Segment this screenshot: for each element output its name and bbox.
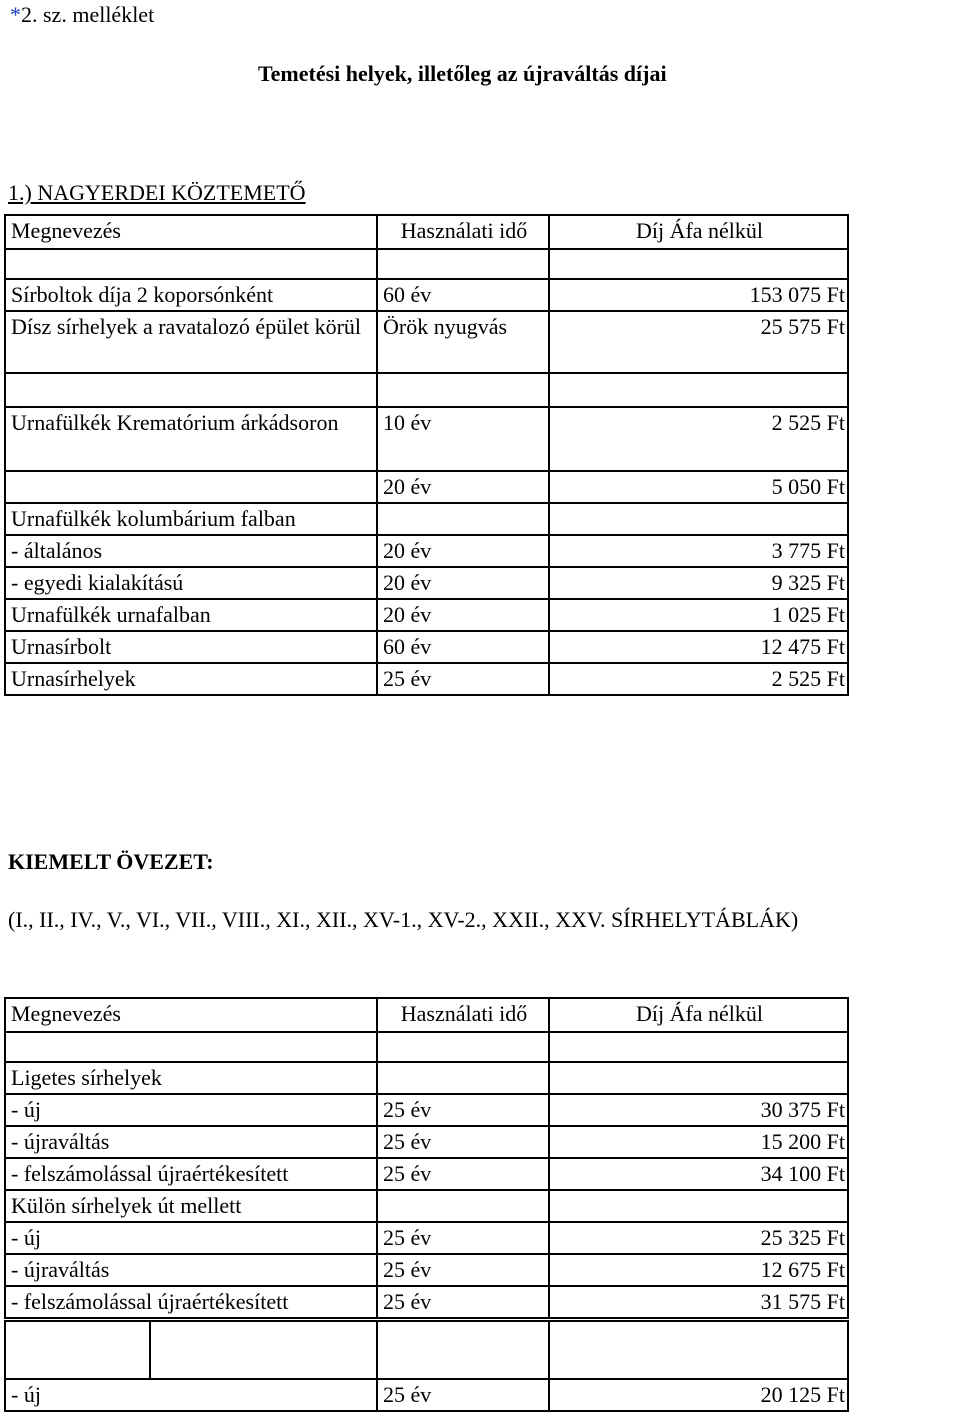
row-name: - új <box>5 1222 377 1254</box>
row-name: - egyedi kialakítású <box>5 567 377 599</box>
row-fee: 25 575 Ft <box>549 311 848 373</box>
row-fee: 15 200 Ft <box>549 1126 848 1158</box>
table-row <box>5 503 848 535</box>
table-row <box>5 663 848 695</box>
section1-fee-table <box>4 214 849 696</box>
section2-subheading: (I., II., IV., V., VI., VII., VIII., XI., XII., XV-1., XV-2., XXII., XXV. SÍRHELYTÁBLÁK) <box>8 907 799 932</box>
row-fee: 30 375 Ft <box>549 1094 848 1126</box>
table-row <box>5 599 848 631</box>
table-row <box>5 1190 848 1222</box>
section2-heading: KIEMELT ÖVEZET: <box>8 849 214 874</box>
header-name: Megnevezés <box>5 215 377 249</box>
table-row <box>5 1126 848 1158</box>
row-fee <box>549 1190 848 1222</box>
empty-row <box>5 1032 848 1062</box>
row-name: - új <box>5 1094 377 1126</box>
row-name: Ligetes sírhelyek <box>5 1062 377 1094</box>
table-row <box>5 1062 848 1094</box>
page-title: Temetési helyek, illetőleg az újraváltás díjai <box>258 61 667 86</box>
header-fee: Díj Áfa nélkül <box>549 215 848 249</box>
row-name: Urnasírhelyek <box>5 663 377 695</box>
row-name: - új <box>5 1379 377 1411</box>
row-period: 60 év <box>377 279 549 311</box>
row-name: - újraváltás <box>5 1126 377 1158</box>
row-fee <box>549 503 848 535</box>
empty-row <box>5 373 848 407</box>
row-name: Urnafülkék urnafalban <box>5 599 377 631</box>
row-period: 25 év <box>377 1286 549 1318</box>
table-header-row <box>5 998 848 1032</box>
row-period: 25 év <box>377 1254 549 1286</box>
section2-fee-table <box>4 997 849 1319</box>
table-row <box>5 311 848 373</box>
row-fee: 3 775 Ft <box>549 535 848 567</box>
row-fee: 34 100 Ft <box>549 1158 848 1190</box>
row-period <box>377 503 549 535</box>
annex-note <box>10 2 154 28</box>
section1-heading: 1.) NAGYERDEI KÖZTEMETŐ <box>8 180 306 205</box>
table-row <box>5 1222 848 1254</box>
row-period: 20 év <box>377 567 549 599</box>
row-fee: 31 575 Ft <box>549 1286 848 1318</box>
row-period: 25 év <box>377 1094 549 1126</box>
table-row <box>5 1094 848 1126</box>
header-name: Megnevezés <box>5 998 377 1032</box>
row-name: Urnasírbolt <box>5 631 377 663</box>
row-period <box>377 1062 549 1094</box>
row-fee: 5 050 Ft <box>549 471 848 503</box>
row-period: 25 év <box>377 1126 549 1158</box>
table-row <box>5 1379 848 1411</box>
row-period: 25 év <box>377 663 549 695</box>
row-period: 25 év <box>377 1379 549 1411</box>
row-name: Külön sírhelyek út mellett <box>5 1190 377 1222</box>
row-period: Örök nyugvás <box>377 311 549 373</box>
table-row <box>5 535 848 567</box>
row-fee: 2 525 Ft <box>549 663 848 695</box>
section2-continuation-table <box>4 1320 849 1412</box>
row-fee: 12 475 Ft <box>549 631 848 663</box>
row-name: - felszámolással újraértékesített <box>5 1286 377 1318</box>
row-period <box>377 1190 549 1222</box>
table-row <box>5 631 848 663</box>
row-period: 20 év <box>377 599 549 631</box>
table-row <box>5 279 848 311</box>
row-name: Sírboltok díja 2 koporsónként <box>5 279 377 311</box>
table-header-row <box>5 215 848 249</box>
row-fee: 9 325 Ft <box>549 567 848 599</box>
annex-label: 2. sz. melléklet <box>21 2 155 27</box>
row-name: - újraváltás <box>5 1254 377 1286</box>
row-period: 25 év <box>377 1222 549 1254</box>
table-row <box>5 471 848 503</box>
table-row <box>5 1158 848 1190</box>
row-name: - általános <box>5 535 377 567</box>
header-period: Használati idő <box>377 215 549 249</box>
row-name: - felszámolással újraértékesített <box>5 1158 377 1190</box>
row-name <box>5 471 377 503</box>
row-fee: 20 125 Ft <box>549 1379 848 1411</box>
empty-row <box>5 1321 848 1379</box>
row-fee: 2 525 Ft <box>549 407 848 471</box>
row-name: Urnafülkék kolumbárium falban <box>5 503 377 535</box>
row-fee <box>549 1062 848 1094</box>
row-period: 10 év <box>377 407 549 471</box>
row-fee: 1 025 Ft <box>549 599 848 631</box>
row-period: 25 év <box>377 1158 549 1190</box>
table-row <box>5 1254 848 1286</box>
header-period: Használati idő <box>377 998 549 1032</box>
row-fee: 25 325 Ft <box>549 1222 848 1254</box>
row-period: 60 év <box>377 631 549 663</box>
annex-asterisk: * <box>10 2 21 27</box>
table-row <box>5 567 848 599</box>
row-period: 20 év <box>377 535 549 567</box>
row-fee: 12 675 Ft <box>549 1254 848 1286</box>
row-period: 20 év <box>377 471 549 503</box>
header-fee: Díj Áfa nélkül <box>549 998 848 1032</box>
row-fee: 153 075 Ft <box>549 279 848 311</box>
row-name: Dísz sírhelyek a ravatalozó épület körül <box>5 311 377 373</box>
row-name: Urnafülkék Krematórium árkádsoron <box>5 407 377 471</box>
empty-row <box>5 249 848 279</box>
table-row <box>5 1286 848 1318</box>
table-row <box>5 407 848 471</box>
